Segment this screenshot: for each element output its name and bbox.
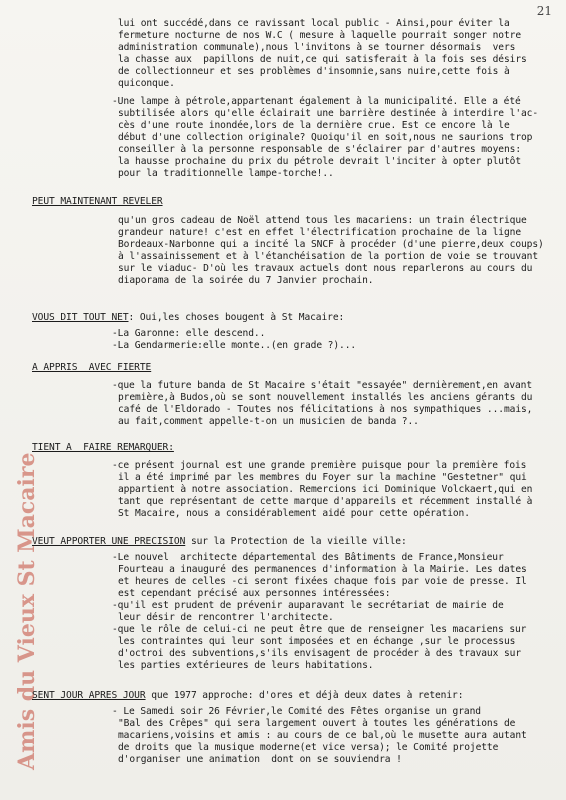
text-line: Bordeaux-Narbonne qui a incité la SNCF à procéder (d'une pierre,deux coups) [118,239,544,250]
text-line: -que la future banda de St Macaire s'était "essayée" dernièrement,en avant [112,380,533,391]
text-line: sur le viaduc- D'où les travaux actuels dont nous reparlerons au cours du [118,263,533,274]
svg-text:Amis du Vieux St Macaire: Amis du Vieux St Macaire [14,452,40,770]
text-line: qu'un gros cadeau de Noël attend tous les macariens: un train électrique [118,215,527,226]
text-line: de collectionneur et ses problèmes d'insomnie,sans nuire,cette fois à [118,66,510,77]
list-item: -La Gendarmerie:elle monte..(en grade ?)... [112,340,357,351]
section-intro: : Oui,les choses bougent à St Macaire: [128,312,345,323]
section-heading: SENT JOUR APRES JOUR [32,690,146,701]
text-line: "Bal des Crêpes" qui sera largement ouvert à toutes les générations de [118,718,516,729]
text-line: - Le Samedi soir 26 Février,le Comité des Fêtes organise un grand [112,706,481,717]
text-line: est cependant précisé aux personnes intéressées: [118,588,391,599]
section-heading-line [32,536,407,548]
section-heading: A APPRIS AVEC FIERTE [32,362,152,373]
text-line: administration communale),nous l'invitons à se tourner désormais vers [118,42,516,53]
text-line: St Macaire, nous a considérablement aidé pour cette opération. [118,508,470,519]
text-line: appartient à notre association. Remercions ici Dominique Volckaert,qui en [118,484,533,495]
text-line: leur désir de rencontrer l'architecte. [118,612,334,623]
text-line: -Le nouvel architecte départemental des Bâtiments de France,Monsieur [112,552,504,563]
section-heading-line [32,312,344,324]
text-line: pour la traditionnelle lampe-torche!.. [118,168,334,179]
text-line: cès d'une route inondée,lors de la dernière crue. Est ce encore là le [118,120,510,131]
section-intro: que 1977 approche: d'ores et déjà deux dates à retenir: [145,690,464,701]
text-line: macariens,voisins et amis : au cours de ce bal,où le musette aura autant [118,730,527,741]
text-line: fermeture nocturne de nos W.C ( mesure à laquelle pourrait songer notre [118,30,521,41]
text-line: la hausse prochaine du prix du pétrole devrait l'inciter à opter plutôt [118,156,521,167]
text-line: tant que représentant de cette marque d'appareils et récemment installé à [118,496,533,507]
text-line: il a été imprimé par les membres du Foyer sur la machine "Gestetner" qui [118,472,527,483]
text-line: subtilisée alors qu'elle éclairait une barrière destinée à interdire l'ac- [118,108,539,119]
text-line: les contraintes qui leur sont imposées et en échange ,sur le processus [118,636,516,647]
text-line: d'organiser une animation dont on se souviendra ! [118,754,402,765]
text-line: début d'une collection originale? Quoiqu'il en soit,nous ne saurions trop [118,132,533,143]
section-heading: VEUT APPORTER UNE PRECISION [32,536,186,547]
vertical-stamp-watermark [14,452,46,770]
text-line: lui ont succédé,dans ce ravissant local public - Ainsi,pour éviter la [118,18,510,29]
section-intro: sur la Protection de la vieille ville: [185,536,407,547]
page-number: 21 [536,4,552,18]
text-line: café de l'Eldorado - Toutes nos félicitations à nos sympathiques ...mais, [118,404,533,415]
text-line: Fourteau a inauguré des permanences d'information à la Mairie. Les dates [118,564,527,575]
text-line: -ce présent journal est une grande première puisque pour la première fois [112,460,527,471]
text-line: -que le rôle de celui-ci ne peut être que de renseigner les macariens sur [112,624,527,635]
section-heading: VOUS DIT TOUT NET [32,312,129,323]
text-line: -Une lampe à pétrole,appartenant également à la municipalité. Elle a été [112,96,521,107]
text-line: -qu'il est prudent de prévenir auparavant le secrétariat de mairie de [112,600,504,611]
text-line: les parties extérieures de leurs habitations. [118,660,374,671]
text-line: grandeur nature! c'est en effet l'électrification prochaine de la ligne [118,227,521,238]
text-line: conseiller à la personne responsable de s'éclairer par d'autres moyens: [118,144,521,155]
text-line: au fait,comment appelle-t-on un musicien de banda ?.. [118,416,419,427]
section-heading: TIENT A FAIRE REMARQUER: [32,442,174,453]
text-line: et heures de celles -ci seront fixées chaque fois par voie de presse. Il [118,576,527,587]
text-line: de droits que la musique moderne(et vice versa); le Comité projette [118,742,499,753]
text-line: à l'assainissement et à l'étanchéisation de la portion de voie se trouvant [118,251,539,262]
section-heading: PEUT MAINTENANT REVELER [32,196,163,207]
text-line: quiconque. [118,78,175,89]
text-line: première,à Budos,où se sont nouvellement installés les anciens gérants du [118,392,533,403]
list-item: -La Garonne: elle descend.. [112,328,266,339]
text-line: la chasse aux papillons de nuit,ce qui satisferait à la fois ses désirs [118,54,527,65]
text-line: d'octroi des subventions,s'ils envisagent de procéder à des travaux sur [118,648,521,659]
section-heading-line [32,690,463,702]
text-line: diaporama de la soirée du 7 Janvier prochain. [118,275,374,286]
